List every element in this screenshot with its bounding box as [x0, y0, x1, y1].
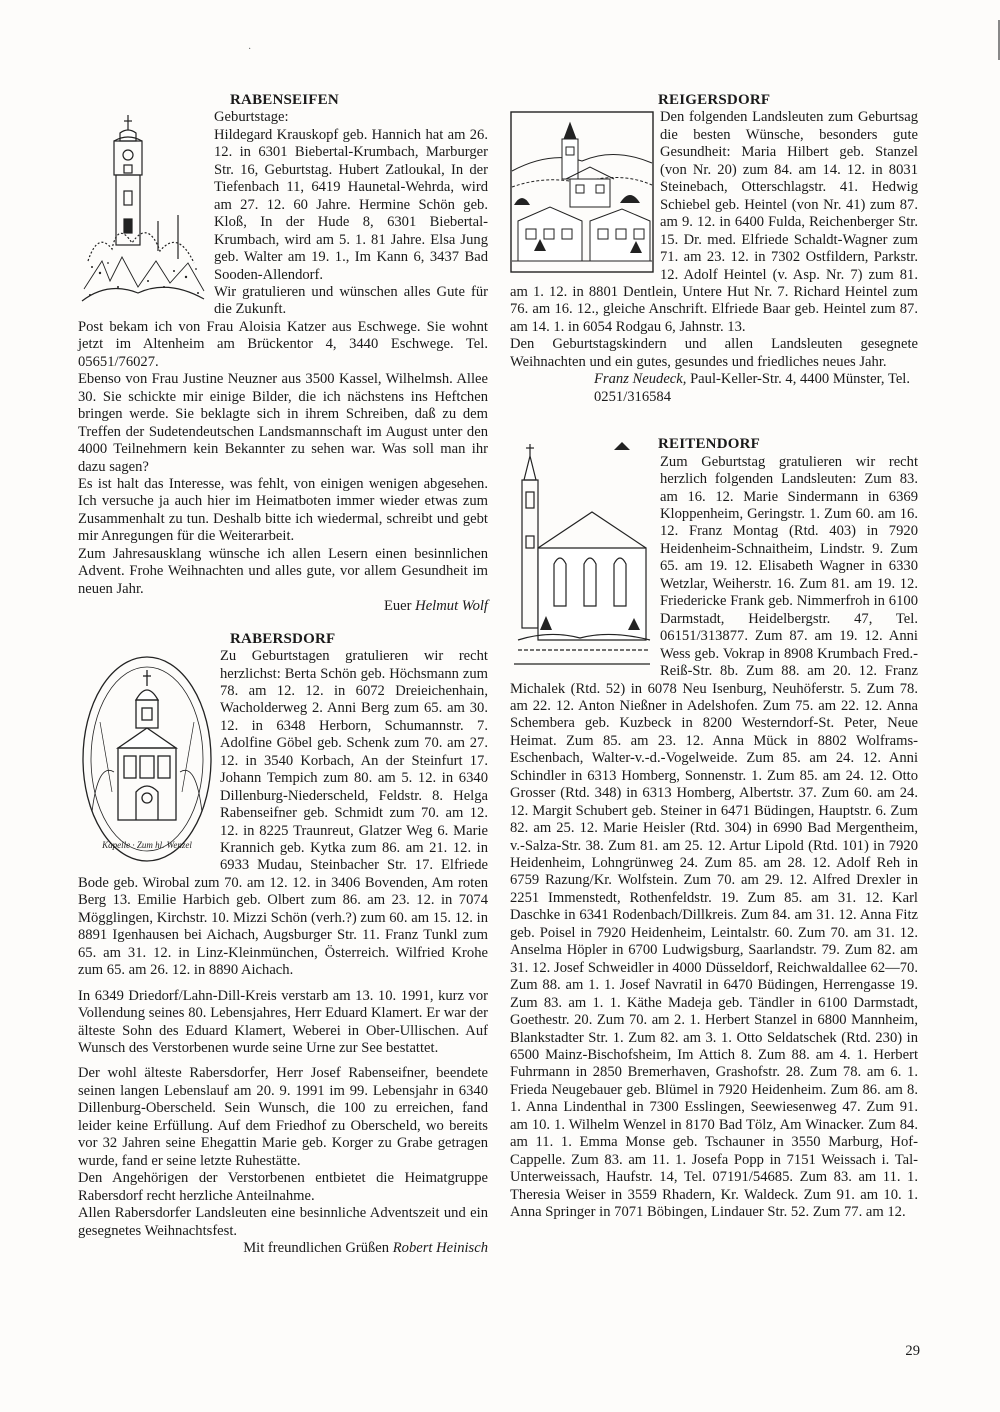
- reigersdorf-village-illustration: [510, 111, 656, 277]
- signoff-name-helmut-wolf: Helmut Wolf: [415, 598, 488, 615]
- seal-caption: Kapelle · Zum hl. Wenzel: [102, 840, 192, 851]
- signoff-prefix: Euer: [383, 598, 412, 615]
- reitendorf-church-illustration: [510, 440, 656, 676]
- rabersdorf-advent-wishes: Allen Rabersdorfer Landsleuten eine besinnliche Adventszeit und ein gesegnetes Weihnachtsfest.: [78, 1205, 488, 1239]
- rabenseifen-post-neuzner: Ebenso von Frau Justine Neuzner aus 3500 Kassel, Wilhelmsh. Allee 30. Sie schickte mir einige Bilder, die ich nächstens ins Heftchen bringen werde. Sie beklagte sich in ihrem Schreiben, daß zu dem Treffen der Sudetendeutschen Landsmannschaft im August unter den 4000 Teilnehmern kein Bekannter zu sehen war. Was soll man ihr dazu sagen?: [78, 371, 488, 475]
- signoff-name-robert-heinisch: Robert Heinisch: [392, 1240, 488, 1256]
- rabersdorf-obituary-klamert: In 6349 Driedorf/Lahn-Dill-Kreis verstarb am 13. 10. 1991, kurz vor Vollendung seines 80. Lebensjahres, Herr Eduard Klamert. Er war der älteste Sohn des Eduard Klamert, Weberei in Ober-Ullischen. Auf Wunsch des Verstorbenen wurde seine Urne zur See bestattet.: [78, 987, 488, 1057]
- rabenseifen-signoff: [78, 598, 488, 615]
- reigersdorf-wishes: Den Geburtstagskindern und allen Landsleuten gesegnete Weihnachten und ein gutes, gesundes und friedliches neues Jahr.: [510, 336, 918, 370]
- reigersdorf-birthdays: Den folgenden Landsleuten zum Geburtsag die besten Wünsche, besonders gute Gesundheit: Maria Hilbert geb. Stanzel (von Nr. 20) zum 84. am 14. 12. in 8031 Steinebach, Otterschlagstr. 41. Hedwig Schiebel geb. Heintel (von Nr. 41) zum 87. am 9. 12. in 6400 Fulda, Reichenberger Str. 15. Dr. med. Elfriede Schaldt-Wagner zum 71. am 23. 12. in 7302 Ostfildern, Parkstr. 12. Adolf Heintel (v. Asp. Nr. 7) zum 81. am 1. 12. in 8801 Dentlein, Untere Hut Nr. 7. Richard Heintel zum 76. am 16. 12., gleiche Anschrift. Elfriede Baar geb. Heintel zum 87. am 14. 1. in 6054 Rodgau 6, Jahnstr. 13.: [510, 109, 918, 335]
- rabersdorf-signoff: [78, 1240, 488, 1257]
- section-title-rabenseifen: RABENSEIFEN: [230, 92, 339, 108]
- rabersdorf-obituary-rabenseifner: Der wohl älteste Rabersdorfer, Herr Josef Rabenseifner, beendete seinen langen Lebenslauf am 20. 9. 1991 im 99. Lebensjahr in 6340 Dillenburg-Oberscheld. Sein Wunsch, die 100 zu erreichen, fand leider keine Erfüllung. Auf dem Friedhof zu Oberscheld, wo bereits vor 32 Jahren seine Ehegattin Marie geb. Korger zu Grabe getragen wurde, fand er seine letzte Ruhestätte.: [78, 1065, 488, 1169]
- page-number: 29: [905, 1343, 920, 1359]
- rabersdorf-condolences: Den Angehörigen der Verstorbenen entbietet die Heimatgruppe Rabersdorf recht herzliche Anteilnahme.: [78, 1170, 488, 1204]
- right-column: [510, 92, 918, 1222]
- section-title-reigersdorf: REIGERSDORF: [658, 92, 771, 108]
- rabenseifen-wishes: Wir gratulieren und wünschen alles Gute für die Zukunft.: [214, 283, 488, 318]
- signoff-prefix: Mit freundlichen Grüßen: [243, 1240, 390, 1256]
- rabenseifen-greeting: Zum Jahresausklang wünsche ich allen Lesern einen besinnlichen Advent. Frohe Weihnachten und alles gute, vor allem Gesundheit im neuen Jahr.: [78, 545, 488, 597]
- rabenseifen-interest: Es ist halt das Interesse, was fehlt, von einigen wenigen abgesehen. Ich versuche ja auch hier im Heimatboten immer wieder etwas zum Zusammenhalt zu tun. Deshalb bitte ich wiedermal, schreibt und gebt mir Anregungen für die Weiterarbeit.: [78, 475, 488, 545]
- scan-speck: ·: [248, 44, 252, 55]
- rabenseifen-post-katzer: Post bekam ich von Frau Aloisia Katzer aus Eschwege. Sie wohnt jetzt im Altenheim am Brückentor 4, 3440 Eschwege. Tel. 05651/76027.: [78, 318, 488, 370]
- rabersdorf-birthdays: Zu Geburtstagen gratulieren wir recht herzlichst: Berta Schön geb. Höchsmann zum 78. am 12. 12. in 6072 Dreieichenhain, Wacholderweg 2. Anni Berg zum 65. am 30. 12. in 6348 Herborn, Schumannstr. 7. Adolfine Göbel geb. Schenk zum 70. am 27. 12. in 3540 Korbach, An der Steinfurt 17. Johann Tempich zum 80. am 5. 12. in 6340 Dillenburg-Niederscheld, Feldstr. 8. Helga Rabenseifner geb. Schmidt zum 70. am 12. 12. in 8225 Traunreut, Glatzer Weg 6. Marie Krannich geb. Kytka zum 86. am 21. 12. in 6933 Mudau, Steinbacher Str. 17. Elfriede Bode geb. Wirobal zum 70. am 12. 12. in 3406 Bovenden, Am roten Berg 13. Emilie Harbich geb. Olbert zum 86. am 23. 12. in 7074 Mögglingen, Kirchstr. 10. Mizzi Schön (verh.?) zum 60. am 15. 12. in 8891 Igenhausen bei Aichach, Augsburger Str. 11. Franz Tunkl zum 65. am 31. 12. in Linz-Kleinmünchen, Österreich. Wilfried Krohe zum 65. am 26. 12. in 8890 Aichach.: [78, 648, 488, 979]
- signoff-name-franz-neudeck: Franz Neudeck,: [594, 371, 687, 388]
- reigersdorf-signoff: [510, 371, 918, 406]
- rabenseifen-subheading: Geburtstage:: [214, 109, 289, 126]
- section-title-rabersdorf: RABERSDORF: [230, 630, 336, 647]
- rabersdorf-chapel-seal: [78, 652, 218, 870]
- left-column: [78, 92, 488, 1257]
- reitendorf-birthdays: Zum Geburtstag gratulieren wir recht herzlich folgenden Landsleuten: Zum 83. am 16. 12. Marie Sindermann in 6369 Kloppenheim, Geringstr. 1. Zum 60. am 16. 12. Franz Montag (Rtd. 403) in 7920 Heidenheim-Schnaitheim, Lindstr. 9. Zum 65. am 19. 12. Elisabeth Wagner in 6330 Wetzlar, Weiherstr. 16. Zum 81. am 19. 12. Friedericke Frank geb. Nimmerfroh in 6100 Darmstadt, Heidelbergstr. 47, Tel. 06151/313877. Zum 87. am 19. 12. Anni Wess geb. Vokrap in 8908 Krumbach Fred.-Reiß-Str. 8b. Zum 88. am 20. 12. Franz Michalek (Rtd. 52) in 6078 Neu Isenburg, Neuhöferstr. 5. Zum 78. am 22. 12. Anton Nießner in Adelshofen. Zum 75. am 22. 12. Anna Schembera geb. Kuzbeck in 8200 Westerndorf-St. Peter, Neue Heimat. Zum 85. am 23. 12. Anna Mück in 8802 Wolframs-Eschenbach, Walter-v.-d.-Vogelweide. Zum 85. am 24. 12. Anni Schindler in 6313 Homberg, Sonnenstr. 1. Zum 85. am 24. 12. Otto Grosser (Rtd. 348) in 6313 Homberg, Albertstr. 37. Zum 60. am 24. 12. Margit Schubert geb. Steiner in 6471 Büdingen, Hauptstr. 6. Zum 82. am 25. 12. Marie Heisler (Rtd. 304) in 6990 Bad Mergentheim, v.-Salza-Str. 38. Zum 81. am 25. 12. Artur Lipold (Rtd. 101) in 7920 Heidenheim, Lohngrünweg 24. Zum 85. am 28. 12. Adolf Reh in 6759 Razung/Kr. Wolfstein. Zum 70. am 29. 12. Alfred Drexler in 2251 Immenstedt, Rothenfeldstr. 19. Zum 85. am 31. 12. Karl Daschke in 6341 Rodenbach/Dillkreis. Zum 84. am 31. 12. Anna Fitz geb. Poisel in 7920 Heidenheim, Leintalstr. 60. Zum 70. am 31. 12. Anselma Höpler in 6700 Ludwigsburg, Saarlandstr. 79. Zum 82. am 31. 12. Josef Schweidler in 4000 Düsseldorf, Reichwaldallee 62—70. Zum 88. am 1. 1. Josef Navratil in 6470 Büdingen, Herrengasse 19. Zum 83. am 1. 1. Käthe Madeja geb. Tändler in 6100 Darmstadt, Goethestr. 20. Zum 70. am 2. 1. Herbert Stanzel in 6800 Mannheim, Blankstadter Str. 1. Zum 82. am 3. 1. Otto Seldatschek (Rtd. 230) in 6500 Mainz-Bischofsheim, Im Attich 8. Zum 88. am 4. 1. Herbert Fuhrmann in 2850 Bremerhaven, Grashofstr. 28. Zum 78. am 6. 1. Frieda Neugebauer geb. Blümel in 7920 Heidenheim. Zum 86. am 8. 1. Anna Lindenthal in 7300 Esslingen, Seewiesenweg 47. Zum 91. am 10. 1. Wilhelm Wenzel in 8170 Bad Tölz, Am Winacker. Zum 84. am 11. 1. Emma Monse geb. Tschauner in 3550 Marburg, Hof-Cappelle. Zum 83. am 11. 1. Josefa Popp in 7151 Weissach i. Tal-Unterweissach, Haufstr. 14, Tel. 07191/54685. Zum 83. am 11. 1. Theresia Weiser in 3559 Rhadern, Kr. Waldeck. Zum 91. am 10. 1. Anna Springer in 7071 Böbingen, Lindauer Str. 52. Zum 77. am 12.: [510, 453, 918, 1221]
- signoff-address: Paul-Keller-Str. 4, 4400 Münster, Tel. 0251/316584: [594, 371, 911, 405]
- rabenseifen-birthdays: Hildegard Krauskopf geb. Hannich hat am 26. 12. in 6301 Biebertal-Krumbach, Marburger Str. 16, Geburtstag. Hubert Zatloukal, In der Tiefenbach 11, 6419 Haunetal-Wehrda, wird am 27. 12. 60 Jahre. Hermine Schön geb. Kloß, In der Hude 8, 6301 Biebertal-Krumbach, wird am 5. 1. 81 Jahre. Elsa Jung geb. Walter am 19. 1., Im Kann 6, 3437 Bad Sooden-Allendorf.: [214, 126, 488, 283]
- rabenseifen-church-illustration: [78, 111, 212, 309]
- section-title-reitendorf: REITENDORF: [658, 436, 761, 453]
